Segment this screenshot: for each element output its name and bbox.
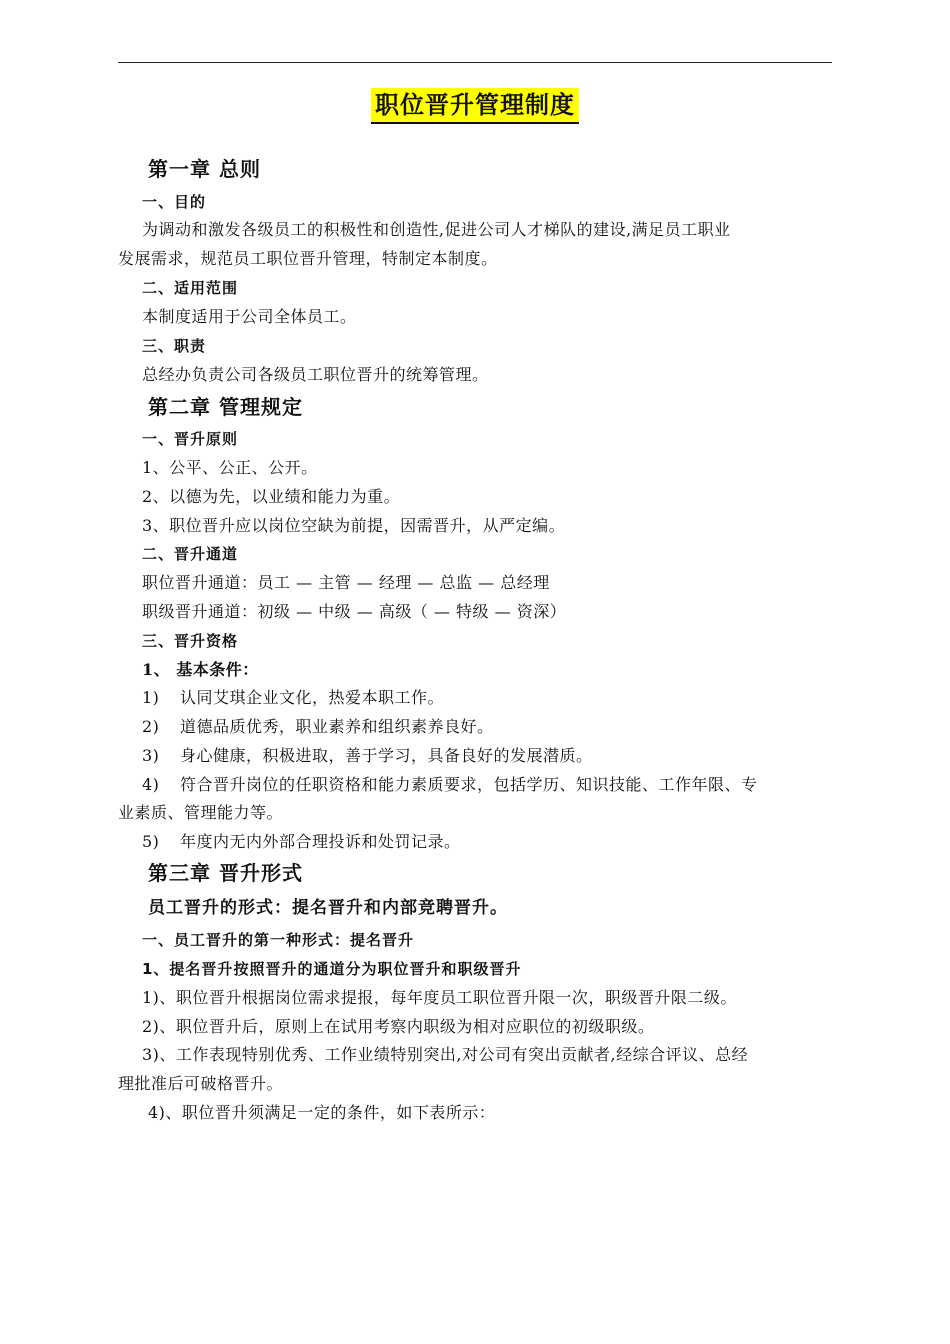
condition-item-3	[142, 745, 950, 767]
channel-line-1: 职位晋升通道：员工 — 主管 — 经理 — 总监 — 总经理	[142, 573, 550, 592]
header-rule	[118, 62, 832, 63]
section-purpose-heading: 一、目的	[142, 193, 207, 211]
condition-item-5-text: 年度内无内外部合理投诉和处罚记录。	[180, 832, 461, 851]
title-block	[0, 88, 950, 124]
nomination-section-heading: 一、员工晋升的第一种形式：提名晋升	[142, 931, 415, 949]
condition-item-2-text: 道德品质优秀，职业素养和组织素养良好。	[180, 717, 494, 736]
condition-item-4-number: 4)	[142, 775, 160, 794]
nomination-subsection-heading: 1、提名晋升按照晋升的通道分为职位晋升和职级晋升	[142, 960, 522, 978]
condition-item-4	[142, 774, 950, 796]
chapter-3-heading: 第三章 晋升形式	[148, 861, 303, 885]
section-scope-heading: 二、适用范围	[142, 279, 239, 297]
nomination-line-4: 4)、职位晋升须满足一定的条件，如下表所示：	[148, 1103, 496, 1122]
scope-line: 本制度适用于公司全体员工。	[142, 307, 357, 326]
nomination-line-1: 1)、职位晋升根据岗位需求提报，每年度员工职位晋升限一次，职级晋升限二级。	[142, 988, 737, 1007]
condition-item-4-continued: 业素质、管理能力等。	[118, 803, 284, 822]
condition-item-5-number: 5)	[142, 832, 160, 851]
condition-item-1	[142, 687, 950, 709]
duty-line: 总经办负责公司各级员工职位晋升的统筹管理。	[142, 365, 489, 384]
condition-item-1-text: 认同艾琪企业文化，热爱本职工作。	[180, 688, 445, 707]
condition-item-2-number: 2)	[142, 717, 160, 736]
section-principle-heading: 一、晋升原则	[142, 430, 239, 448]
document-title: 职位晋升管理制度	[371, 88, 579, 124]
condition-item-4-text: 符合晋升岗位的任职资格和能力素质要求，包括学历、知识技能、工作年限、专	[180, 775, 758, 794]
principle-line-3: 3、职位晋升应以岗位空缺为前提，因需晋升，从严定编。	[142, 516, 566, 535]
principle-line-2: 2、以德为先，以业绩和能力为重。	[142, 487, 401, 506]
chapter-1-heading: 第一章 总则	[148, 157, 261, 181]
condition-item-2	[142, 716, 950, 738]
section-duty-heading: 三、职责	[142, 337, 207, 355]
section-channel-heading: 二、晋升通道	[142, 545, 239, 563]
condition-item-3-text: 身心健康，积极进取，善于学习，具备良好的发展潜质。	[180, 746, 593, 765]
channel-line-2: 职级晋升通道：初级 — 中级 — 高级（ — 特级 — 资深）	[142, 602, 567, 621]
promotion-form-subheading: 员工晋升的形式：提名晋升和内部竞聘晋升。	[148, 898, 508, 918]
purpose-line-2: 发展需求，规范员工职位晋升管理，特制定本制度。	[118, 249, 498, 268]
condition-item-3-number: 3)	[142, 746, 160, 765]
section-qualification-heading: 三、晋升资格	[142, 632, 239, 650]
condition-item-5	[142, 831, 950, 853]
nomination-line-2: 2)、职位晋升后，原则上在试用考察内职级为相对应职位的初级职级。	[142, 1017, 655, 1036]
basic-conditions-label: 1、 基本条件：	[142, 660, 259, 679]
condition-item-1-number: 1)	[142, 688, 160, 707]
purpose-line-1: 为调动和激发各级员工的积极性和创造性,促进公司人才梯队的建设,满足员工职业	[142, 220, 731, 239]
nomination-line-3-continued: 理批准后可破格晋升。	[118, 1074, 284, 1093]
nomination-line-3: 3)、工作表现特别优秀、工作业绩特别突出,对公司有突出贡献者,经综合评议、总经	[142, 1045, 749, 1064]
chapter-2-heading: 第二章 管理规定	[148, 395, 303, 419]
principle-line-1: 1、公平、公正、公开。	[142, 458, 318, 477]
